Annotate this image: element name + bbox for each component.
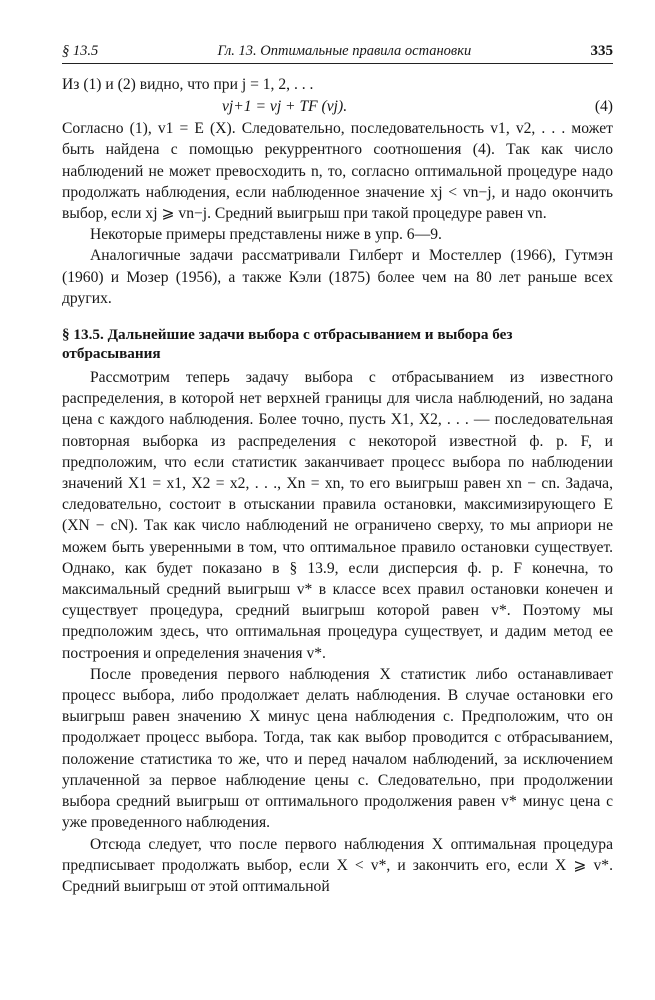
running-header: [62, 42, 613, 64]
formula-expression: vj+1 = vj + TF (vj).: [222, 98, 348, 116]
paragraph-problem-statement: Рассмотрим теперь задачу выбора с отбрасыванием из известного распределения, в которой нет верхней границы для числа наблюдений, но задана цена c каждого наблюдения. Более точно, пусть X1, X2, . . . — последовательная повторная выборка из распределения с некоторой известной ф. р. F, и предположим, что если статистик заканчивает процесс выбора по наблюдении значений X1 = x1, X2 = x2, . . ., Xn = xn, то его выигрыш равен xn − cn. Задача, следовательно, состоит в отыскании правила остановки, максимизирующего E (XN − cN). Так как число наблюдений не ограничено сверху, то мы априори не можем быть уверенными в том, что оптимальное правило остановки существует. Однако, как будет показано в § 13.9, если дисперсия ф. р. F конечна, то максимальный средний выигрыш v* в классе всех правил остановки конечен и существует процедура, средний выигрыш которой равен v*. Поэтому мы предположим здесь, что оптимальная процедура существует, и дадим метод ее построения и определения значения v*.: [62, 369, 613, 662]
paragraph-first-observation: После проведения первого наблюдения X статистик либо останавливает процесс выбора, либо продолжает делать наблюдения. В случае остановки его выигрыш равен значению X минус цена наблюдения c. Предположим, что он продолжает процесс выбора. Тогда, так как выбор проводится с отбрасыванием, положение статистика то же, что и перед началом наблюдений, за исключением уплаченной за первое наблюдение цены c. Следовательно, при продолжении выбора средний выигрыш от оптимального продолжения равен v* минус цена c уже проведенного наблюдения.: [62, 665, 613, 832]
header-chapter: Гл. 13. Оптимальные правила остановки: [217, 43, 472, 59]
paragraph-conclusion: Отсюда следует, что после первого наблюдения X оптимальная процедура предписывает продолжать выбор, если X < v*, и закончить его, если X ⩾ v*. Средний выигрыш от этой оптимальной: [62, 835, 613, 895]
section-title: § 13.5. Дальнейшие задачи выбора с отбрасыванием и выбора без отбрасывания: [62, 326, 513, 363]
formula-4: [62, 95, 613, 118]
body-text: [62, 74, 613, 897]
paragraph-recurrence: Согласно (1), v1 = E (X). Следовательно, последовательность v1, v2, . . . может быть найдена с помощью рекуррентного соотношения (4). Так как число наблюдений не может превосходить n, то, согласно оптимальной процедуре надо продолжать наблюдения, если наблюденное значение xj < vn−j, и надо окончить выбор, если xj ⩾ vn−j. Средний выигрыш при такой процедуре равен vn.: [62, 120, 613, 223]
intro-line: Из (1) и (2) видно, что при j = 1, 2, . . .: [62, 76, 314, 93]
formula-label: (4): [594, 98, 613, 116]
book-page: [62, 42, 613, 897]
header-section: § 13.5: [62, 43, 99, 59]
paragraph-examples: Некоторые примеры представлены ниже в упр. 6—9.: [90, 226, 442, 244]
header-page-number: 335: [590, 43, 613, 59]
paragraph-references: Аналогичные задачи рассматривали Гилберт и Мостеллер (1966), Гутмэн (1960) и Мозер (1956), а также Кэли (1875) более чем на 80 лет раньше всех других.: [62, 247, 613, 307]
